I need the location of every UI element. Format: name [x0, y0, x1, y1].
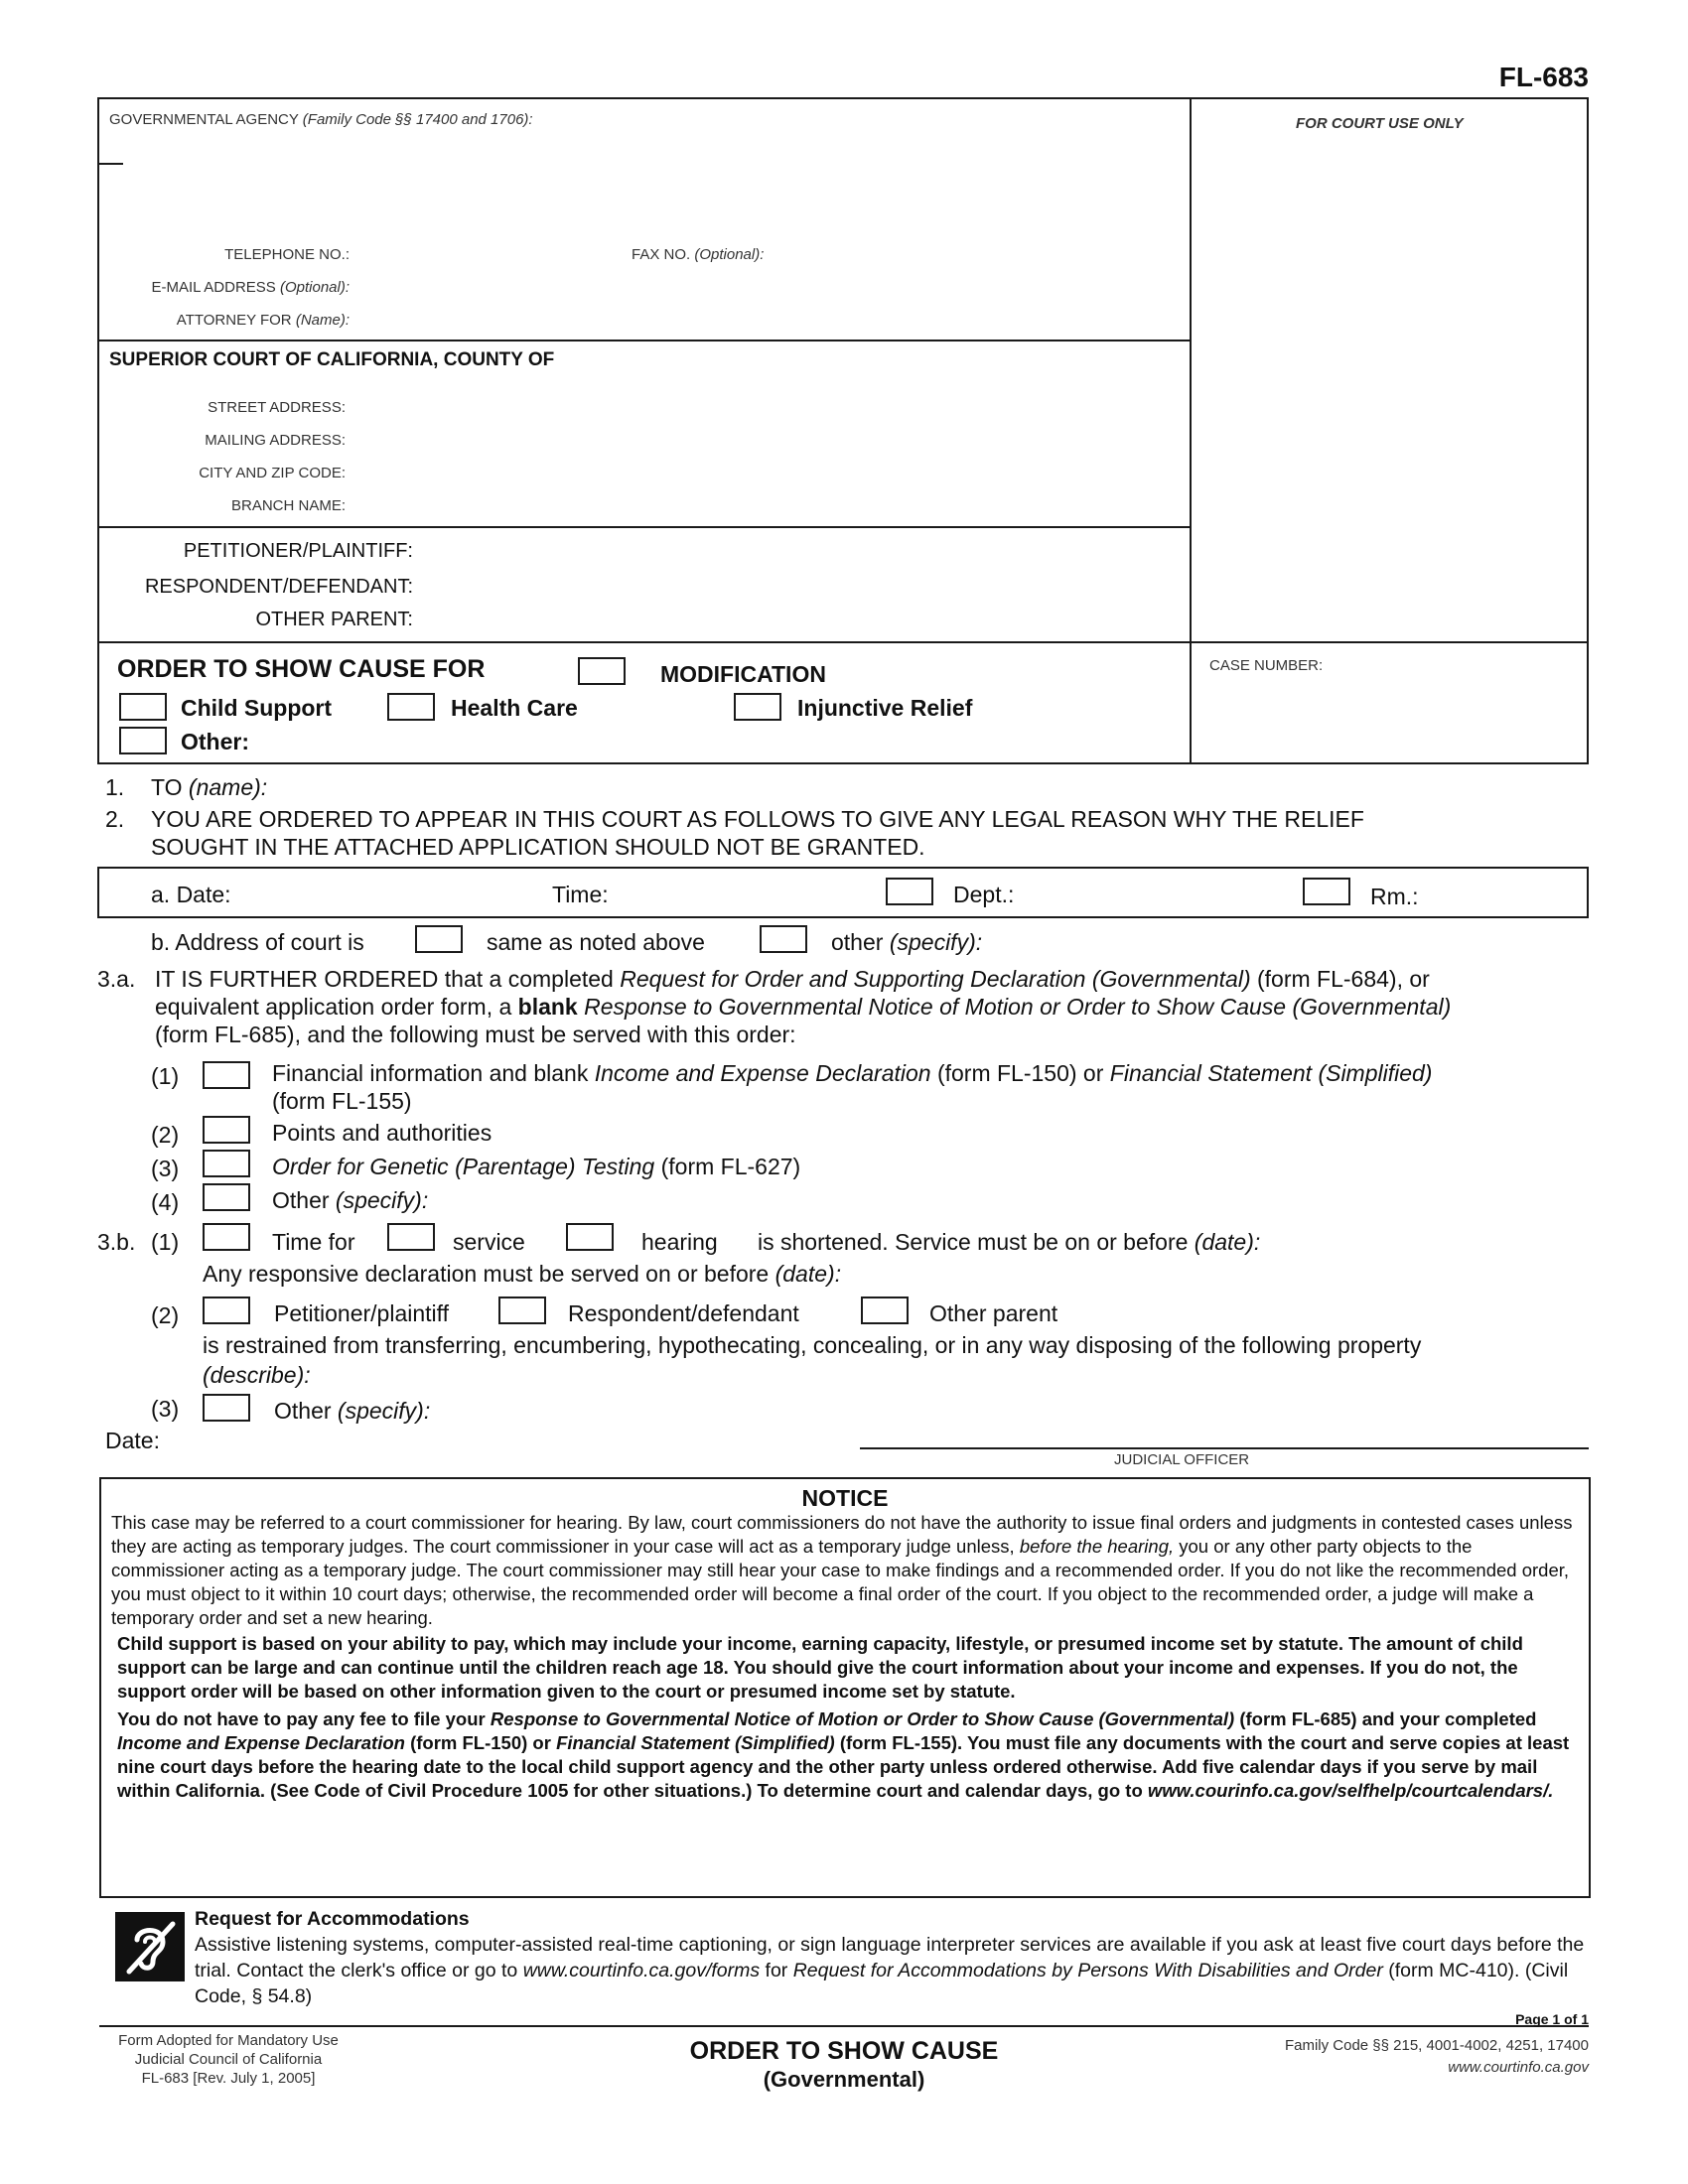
hearing-checkbox[interactable] — [566, 1223, 614, 1251]
signature-date-label: Date: — [105, 1428, 160, 1453]
item-3b-3-number: (3) — [151, 1396, 180, 1422]
page-number: Page 1 of 1 — [1515, 2011, 1589, 2027]
fax-label: FAX NO. (Optional): — [632, 246, 765, 263]
time-for-checkbox[interactable] — [203, 1223, 250, 1251]
genetic-testing-label: Order for Genetic (Parentage) Testing (form FL-627) — [272, 1154, 801, 1179]
hearing-assistance-icon — [115, 1912, 185, 1981]
respondent-restrained-label: Respondent/defendant — [568, 1300, 799, 1326]
mailing-address-label: MAILING ADDRESS: — [205, 432, 346, 449]
courtinfo-url[interactable]: www.courtinfo.ca.gov — [1448, 2059, 1589, 2076]
injunctive-relief-checkbox[interactable] — [734, 693, 781, 721]
forms-link[interactable]: www.courtinfo.ca.gov/forms — [522, 1960, 761, 1981]
street-address-label: STREET ADDRESS: — [208, 399, 346, 416]
service-label: service — [453, 1229, 525, 1255]
petitioner-restrained-label: Petitioner/plaintiff — [274, 1300, 450, 1326]
order-title: ORDER TO SHOW CAUSE FOR — [117, 655, 486, 683]
other-3a-label: Other (specify): — [272, 1187, 429, 1213]
signature-line — [860, 1447, 1589, 1449]
date-label: a. Date: — [151, 882, 231, 907]
rm-checkbox[interactable] — [1303, 878, 1350, 905]
responsive-declaration-text: Any responsive declaration must be served on or before (date): — [203, 1261, 842, 1287]
form-number: FL-683 — [1498, 62, 1589, 92]
child-support-label: Child Support — [181, 695, 333, 721]
item-3a-4-number: (4) — [151, 1189, 180, 1215]
other-3a-checkbox[interactable] — [203, 1183, 250, 1211]
footer-title: ORDER TO SHOW CAUSE — [689, 2037, 999, 2065]
appear-text-1: YOU ARE ORDERED TO APPEAR IN THIS COURT AS FOLLOWS TO GIVE ANY LEGAL REASON WHY THE RELIEF — [151, 806, 1364, 832]
accommodations-title: Request for Accommodations — [195, 1908, 470, 1930]
hearing-label: hearing — [641, 1229, 718, 1255]
item-3a-3-number: (3) — [151, 1156, 180, 1181]
case-number-label: CASE NUMBER: — [1209, 657, 1324, 674]
item-3a-line-3: (form FL-685), and the following must be served with this order: — [155, 1022, 796, 1047]
other-address-checkbox[interactable] — [760, 925, 807, 953]
notice-text — [111, 1511, 1579, 1803]
judicial-officer-label: JUDICIAL OFFICER — [1114, 1451, 1250, 1468]
other-3b-checkbox[interactable] — [203, 1394, 250, 1422]
financial-info-form: (form FL-155) — [272, 1088, 412, 1114]
item-3a-number: 3.a. — [97, 966, 136, 992]
court-title: SUPERIOR COURT OF CALIFORNIA, COUNTY OF — [109, 349, 555, 370]
attorney-label: ATTORNEY FOR (Name): — [176, 312, 350, 329]
item-3a-line-1: IT IS FURTHER ORDERED that a completed Request for Order and Supporting Declaration (Governmental) (form FL-684), or — [155, 966, 1430, 992]
points-authorities-checkbox[interactable] — [203, 1116, 250, 1144]
dept-checkbox[interactable] — [886, 878, 933, 905]
court-use-only: FOR COURT USE ONLY — [1296, 115, 1464, 132]
genetic-testing-checkbox[interactable] — [203, 1150, 250, 1177]
financial-info-label: Financial information and blank Income and Expense Declaration (form FL-150) or Financial Statement (Simplified) — [272, 1060, 1433, 1086]
health-care-checkbox[interactable] — [387, 693, 435, 721]
caption-divider — [1190, 97, 1192, 764]
other-parent-label: OTHER PARENT: — [255, 609, 413, 630]
other-label: Other: — [181, 729, 249, 754]
service-checkbox[interactable] — [387, 1223, 435, 1251]
item-3b-1-number: (1) — [151, 1229, 180, 1255]
city-zip-label: CITY AND ZIP CODE: — [199, 465, 346, 481]
to-name-label: TO (name): — [151, 774, 268, 800]
time-label: Time: — [552, 882, 609, 907]
form-adopted: Form Adopted for Mandatory Use Judicial Council of California FL-683 [Rev. July 1, 2005] — [118, 2032, 339, 2087]
same-address-label: same as noted above — [487, 929, 705, 955]
shortened-text: is shortened. Service must be on or before (date): — [758, 1229, 1261, 1255]
email-label: E-MAIL ADDRESS (Optional): — [151, 279, 350, 296]
child-support-checkbox[interactable] — [119, 693, 167, 721]
restrained-text: is restrained from transferring, encumbering, hypothecating, concealing, or in any way disposing of the following property — [203, 1332, 1422, 1358]
other-checkbox[interactable] — [119, 727, 167, 754]
modification-label: MODIFICATION — [660, 661, 826, 687]
notice-paragraph-2: Child support is based on your ability to pay, which may include your income, earning capacity, lifestyle, or presumed income set by statute. The amount of child support can be large and can continue until the children reach age 18. You should give the court information about your income and expenses. If you do not, the support order will be based on other information given to the court or presumed income set by statute. — [117, 1633, 1523, 1702]
describe-label: (describe): — [203, 1362, 311, 1388]
accommodations-text: Assistive listening systems, computer-assisted real-time captioning, or sign language interpreter services are available if you ask at least five court days before the trial. Contact the clerk's office or go to www.courtinfo.ca.gov/forms for Request for Accommodations by Persons With Disabilities and Order (form MC-410). (Civil Code, § 54.8) — [195, 1934, 1585, 2007]
hearing-box — [97, 867, 1589, 918]
injunctive-relief-label: Injunctive Relief — [797, 695, 973, 721]
rm-label: Rm.: — [1370, 884, 1419, 909]
other-3b-label: Other (specify): — [274, 1398, 431, 1424]
item-3b-2-number: (2) — [151, 1302, 180, 1328]
item-3b-number: 3.b. — [97, 1229, 136, 1255]
petitioner-label: PETITIONER/PLAINTIFF: — [183, 540, 413, 562]
other-parent-restrained-checkbox[interactable] — [861, 1297, 909, 1324]
same-address-checkbox[interactable] — [415, 925, 463, 953]
notice-paragraph-3: You do not have to pay any fee to file your Response to Governmental Notice of Motion or Order to Show Cause (Governmental) (form FL-685) and your completed Income and Expense Declaration (form FL-150) or Financial Statement (Simplified) (form FL-155). You must file any documents with the court and serve copies at least nine court days before the hearing date to the local child support agency and the other party unless ordered otherwise. Add five calendar days if you serve by mail within California. (See Code of Civil Procedure 1005 for other situations.) To determine court and calendar days, go to www.courinfo.ca.gov/selfhelp/courtcalendars/. — [117, 1708, 1570, 1801]
other-address-label: other (specify): — [831, 929, 983, 955]
item-3a-1-number: (1) — [151, 1063, 180, 1089]
modification-checkbox[interactable] — [578, 657, 626, 685]
appear-text-2: SOUGHT IN THE ATTACHED APPLICATION SHOULD NOT BE GRANTED. — [151, 834, 925, 860]
points-authorities-label: Points and authorities — [272, 1120, 492, 1146]
notice-title: NOTICE — [801, 1485, 889, 1511]
agency-label: GOVERNMENTAL AGENCY (Family Code §§ 17400 and 1706): — [109, 111, 533, 128]
time-for-label: Time for — [272, 1229, 355, 1255]
telephone-label: TELEPHONE NO.: — [224, 246, 350, 263]
petitioner-restrained-checkbox[interactable] — [203, 1297, 250, 1324]
financial-info-checkbox[interactable] — [203, 1061, 250, 1089]
item-1-number: 1. — [105, 774, 125, 800]
dept-label: Dept.: — [953, 882, 1015, 907]
health-care-label: Health Care — [451, 695, 578, 721]
item-3a-2-number: (2) — [151, 1122, 180, 1148]
item-3a-line-2: equivalent application order form, a blank Response to Governmental Notice of Motion or Order to Show Cause (Governmental) — [155, 994, 1452, 1020]
item-2-number: 2. — [105, 806, 125, 832]
respondent-label: RESPONDENT/DEFENDANT: — [144, 576, 413, 598]
respondent-restrained-checkbox[interactable] — [498, 1297, 546, 1324]
address-of-court-label: b. Address of court is — [151, 929, 364, 955]
notice-paragraph-1: This case may be referred to a court commissioner for hearing. By law, court commissioners do not have the authority to issue final orders and judgments in contested cases unless they are acting as temporary judges. The court commissioner in your case will act as a temporary judge unless, before the hearing, you or any other party objects to the commissioner acting as a temporary judge. The court commissioner may still hear your case to make findings and a recommended order. If you do not like the recommended order, you must object to it within 10 court days; otherwise, the recommended order will become a final order of the court. If you object to the recommended order, a judge will make a temporary order and set a new hearing. — [111, 1512, 1573, 1628]
other-parent-restrained-label: Other parent — [929, 1300, 1058, 1326]
family-code-ref: Family Code §§ 215, 4001-4002, 4251, 17400 — [1284, 2037, 1589, 2054]
branch-name-label: BRANCH NAME: — [230, 497, 346, 514]
footer-subtitle: (Governmental) — [763, 2067, 925, 2092]
